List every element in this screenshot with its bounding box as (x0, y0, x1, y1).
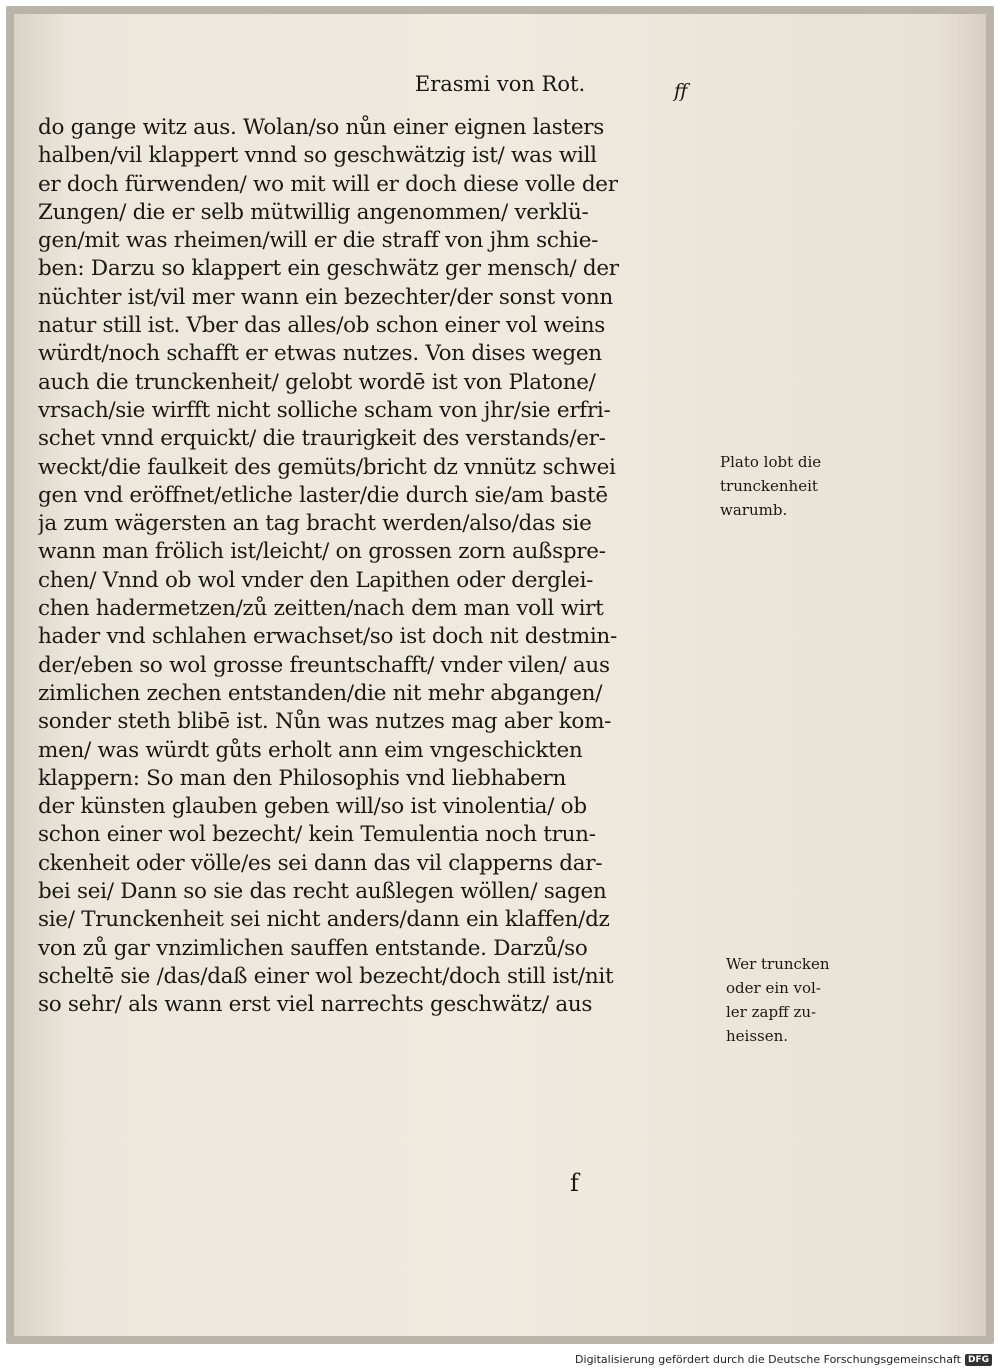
text-line: ja zum wägersten an tag bracht werden/also/das sie (38, 511, 592, 537)
marginal-line: warumb. (720, 501, 788, 519)
running-head: Erasmi von Rot. (414, 72, 586, 96)
text-line: hader vnd schlahen erwachset/so ist doch nit destmin- (38, 624, 617, 650)
text-line: er doch fürwenden/ wo mit will er doch diese volle der (38, 171, 618, 197)
text-line: von zů gar vnzimlichen sauffen entstande. Darzů/so (38, 935, 588, 961)
text-line: wann man frölich ist/leicht/ on grossen zorn außspre- (38, 539, 606, 565)
text-line: scheltē sie /das/daß einer wol bezecht/doch still ist/nit (38, 963, 614, 989)
text-line: zimlichen zechen entstanden/die nit mehr abgangen/ (38, 680, 603, 706)
marginal-line: ler zapff zu- (726, 1003, 817, 1021)
text-line: natur still ist. Vber das alles/ob schon einer vol weins (38, 313, 606, 339)
text-line: nüchter ist/vil mer wann ein bezechter/der sonst vonn (38, 284, 613, 310)
folio-number: ff (674, 80, 688, 102)
text-line: do gange witz aus. Wolan/so nůn einer eignen lasters (38, 115, 604, 140)
text-line: der künsten glauben geben will/so ist vinolentia/ ob (38, 794, 587, 820)
text-line: schon einer wol bezecht/ kein Temulentia noch trun- (38, 822, 596, 848)
text-line: schet vnnd erquickt/ die traurigkeit des verstands/er- (38, 426, 606, 452)
paper-leaf (14, 14, 986, 1336)
text-line: so sehr/ als wann erst viel narrechts geschwätz/ aus (38, 992, 593, 1018)
text-line: weckt/die faulkeit des gemüts/bricht dz vnnütz schwei (38, 454, 616, 480)
marginal-line: trunckenheit (720, 477, 818, 495)
text-line: ckenheit oder völle/es sei dann das vil clapperns dar- (38, 850, 603, 876)
text-line: der/eben so wol grosse freuntschafft/ vnder vilen/ aus (38, 652, 610, 678)
marginal-line: heissen. (726, 1027, 789, 1045)
text-line: sonder steth blibē ist. Nůn was nutzes mag aber kom- (38, 709, 612, 735)
text-line: gen vnd eröffnet/etliche laster/die durch sie/am bastē (38, 482, 608, 508)
text-line: Zungen/ die er selb mütwillig angenommen/ verklü- (38, 199, 589, 225)
marginal-note-plato (720, 450, 821, 522)
body-text-block (38, 114, 728, 1020)
signature-mark: f (570, 1169, 579, 1197)
credit-text: Digitalisierung gefördert durch die Deutsche Forschungsgemeinschaft (575, 1353, 961, 1366)
text-line: bei sei/ Dann so sie das recht außlegen wöllen/ sagen (38, 879, 607, 905)
text-line: vrsach/sie wirfft nicht solliche scham von jhr/sie erfri- (38, 397, 611, 423)
text-line: chen/ Vnnd ob wol vnder den Lapithen oder derglei- (38, 567, 594, 593)
text-line: sie/ Trunckenheit sei nicht anders/dann ein klaffen/dz (38, 907, 610, 933)
text-line: würdt/noch schafft er etwas nutzes. Von dises wegen (38, 341, 602, 367)
marginal-line: Wer truncken (726, 955, 830, 973)
text-line: men/ was würdt gůts erholt ann eim vngeschickten (38, 737, 583, 763)
scanned-page-frame (6, 6, 994, 1344)
marginal-line: Plato lobt die (720, 453, 822, 471)
text-line: ben: Darzu so klappert ein geschwätz ger mensch/ der (38, 256, 619, 282)
marginal-line: oder ein vol- (726, 979, 821, 997)
dfg-logo-icon: DFG (965, 1354, 992, 1366)
text-line: klappern: So man den Philosophis vnd liebhabern (38, 765, 567, 791)
text-line: auch die trunckenheit/ gelobt wordē ist von Platone/ (38, 369, 596, 395)
text-line: gen/mit was rheimen/will er die straff von jhm schie- (38, 228, 599, 254)
digitization-credit (575, 1353, 992, 1366)
marginal-note-truncken (726, 952, 830, 1048)
text-line: halben/vil klappert vnnd so geschwätzig ist/ was will (38, 143, 597, 169)
text-line: chen hadermetzen/zů zeitten/nach dem man voll wirt (38, 596, 604, 622)
